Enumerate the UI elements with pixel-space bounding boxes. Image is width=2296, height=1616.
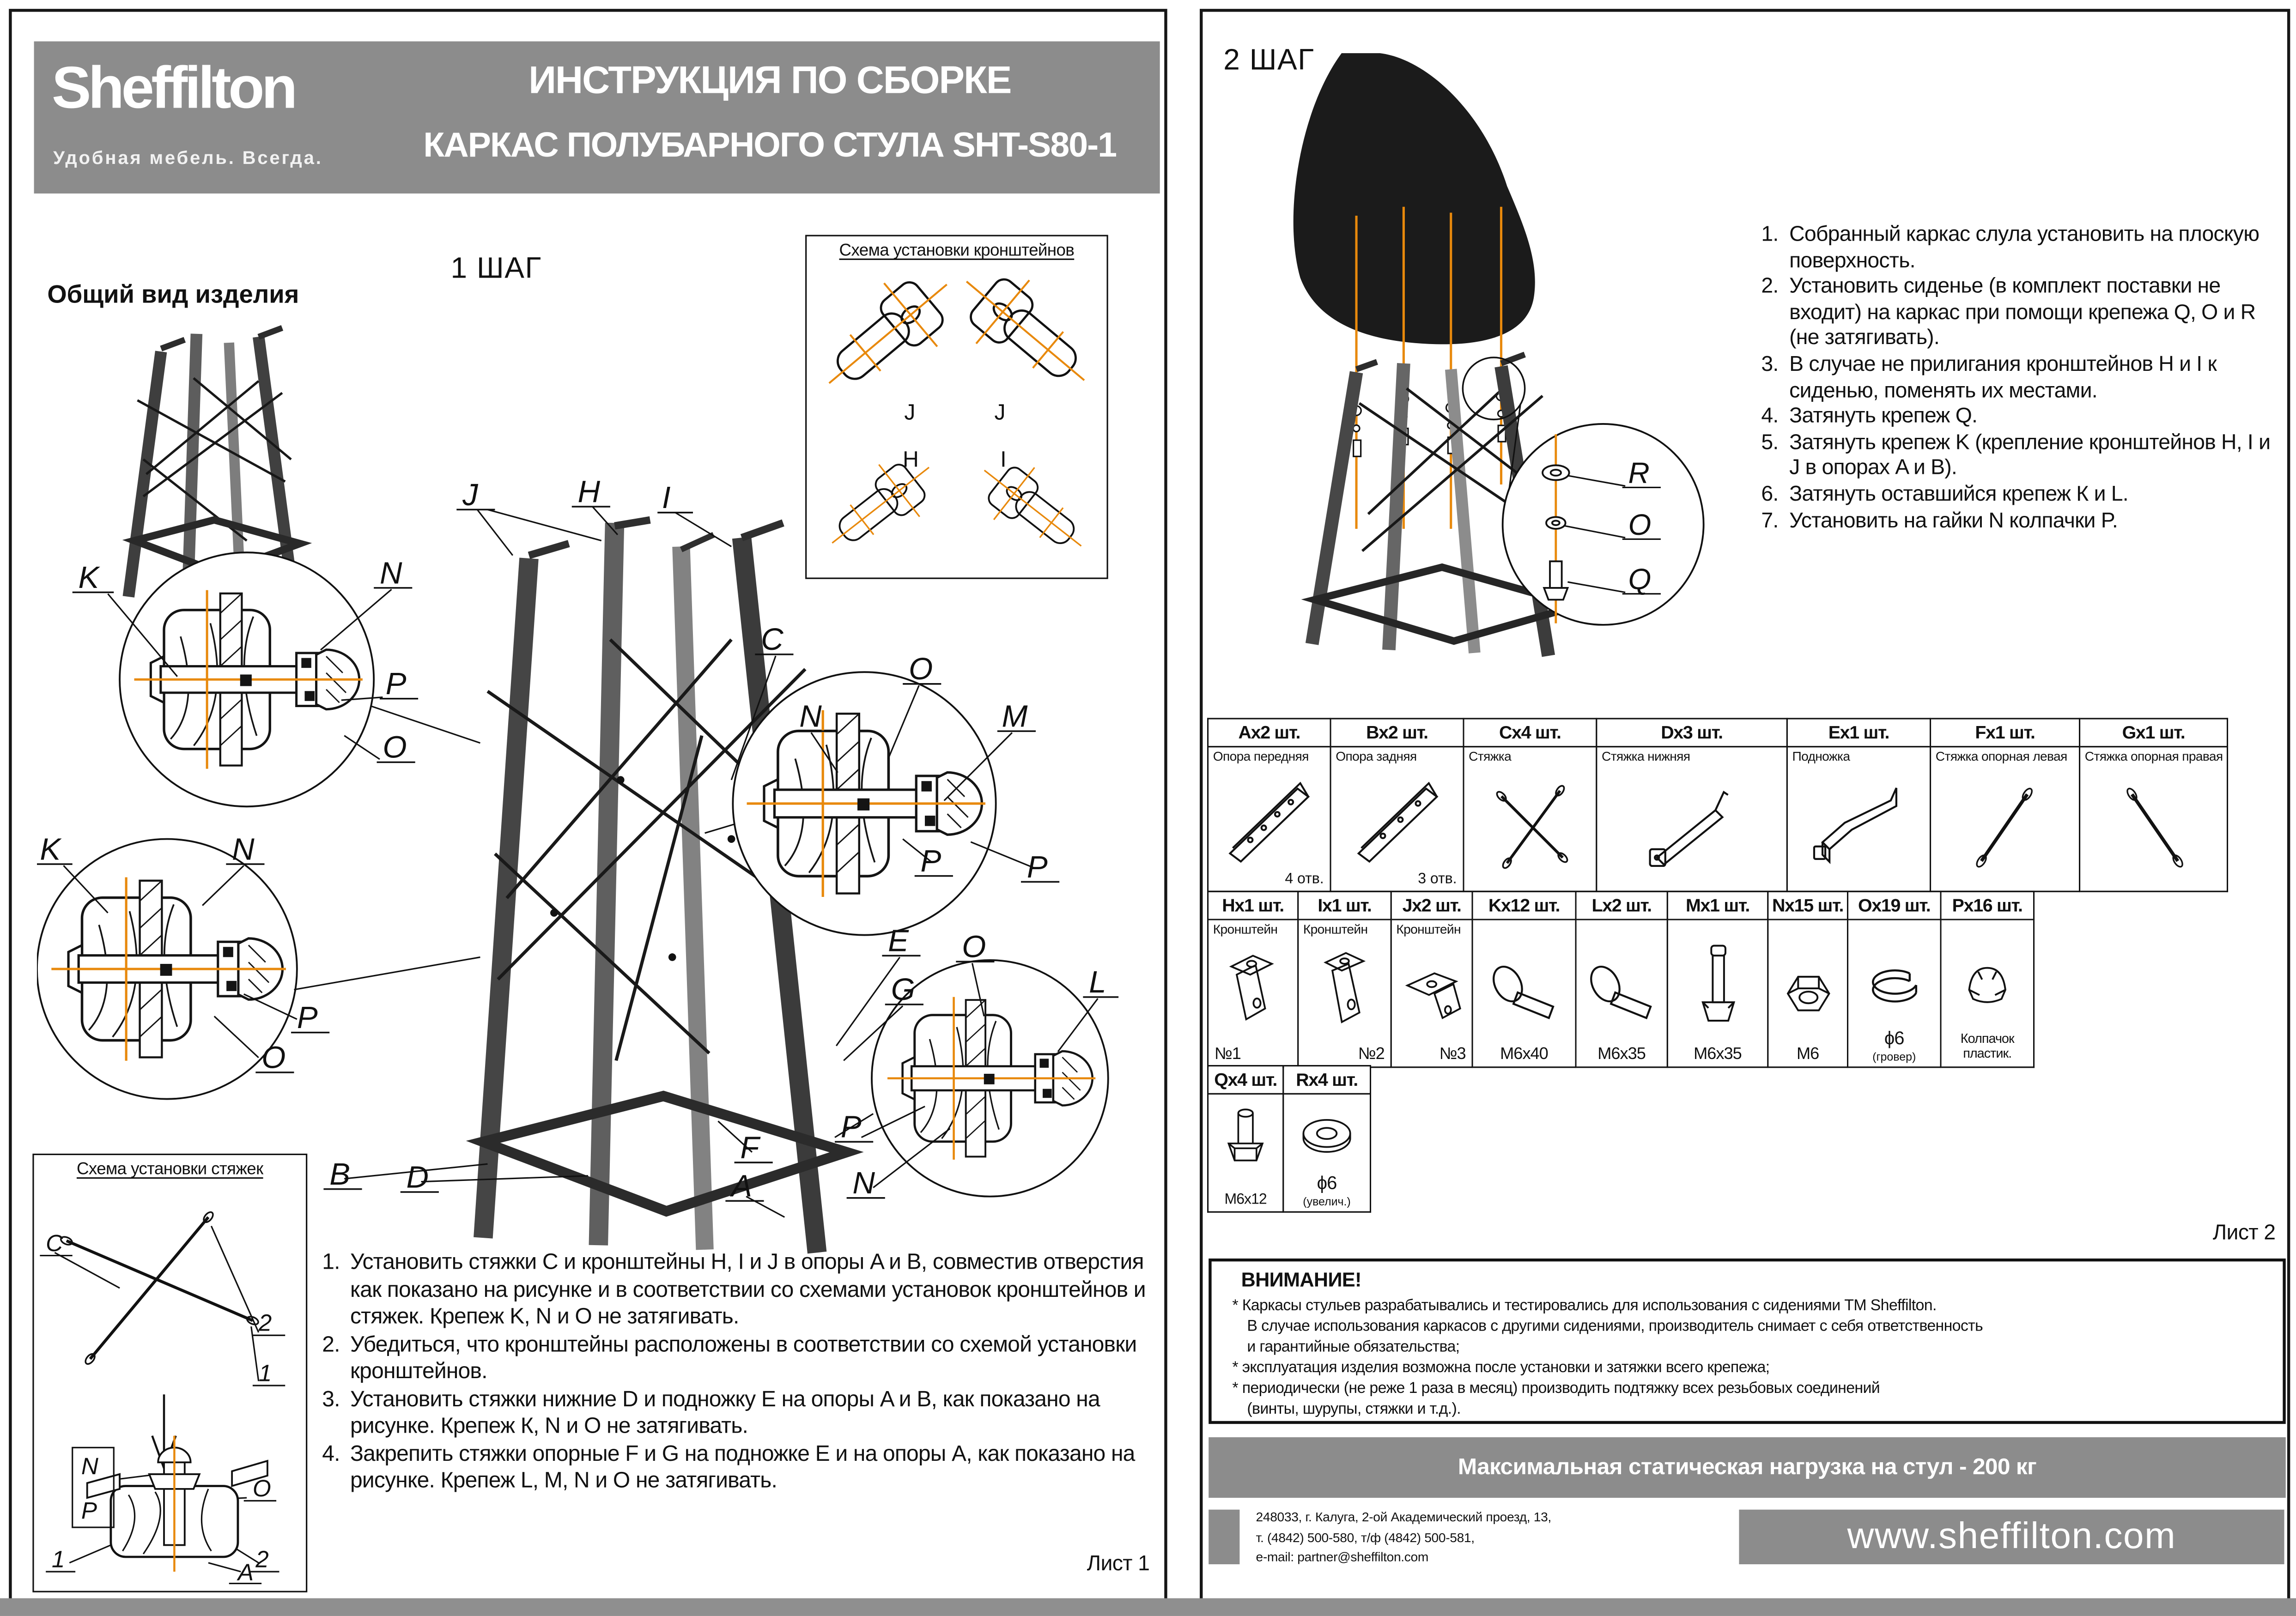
part-qty: Rx4 шт. bbox=[1283, 1066, 1371, 1094]
seat-shape bbox=[1294, 53, 1535, 344]
part-qty: Jx2 шт. bbox=[1391, 891, 1472, 920]
callout-j: J bbox=[462, 477, 478, 512]
callout-f: F bbox=[740, 1130, 759, 1165]
tie-label-2: 2 bbox=[258, 1309, 272, 1336]
callout-o2: O bbox=[261, 1040, 286, 1075]
bracket-label-j1: J bbox=[904, 400, 916, 425]
part-cell: Подножка bbox=[1787, 747, 1930, 891]
part-qty: Px16 шт. bbox=[1941, 891, 2034, 920]
detail-label-o: O bbox=[1628, 508, 1652, 541]
assembly-steps-2 bbox=[1761, 223, 2281, 535]
brand-tagline: Удобная мебель. Всегда. bbox=[53, 147, 323, 169]
sheet-label-2: Лист 2 bbox=[2212, 1221, 2276, 1246]
contact-block bbox=[1256, 1508, 1699, 1568]
tie-label-1: 1 bbox=[258, 1360, 272, 1386]
callout-p1: P bbox=[385, 666, 407, 702]
callout-p4: P bbox=[1027, 849, 1048, 884]
fastener-detail-circle bbox=[1503, 424, 1704, 625]
tie-scheme-box bbox=[32, 1154, 307, 1592]
callout-n2: N bbox=[232, 832, 255, 867]
lower-tie-icon bbox=[1643, 774, 1741, 872]
step-item: 4. Затянуть крепеж Q. bbox=[1761, 405, 1978, 429]
part-cell: Опора передняя 4 отв. bbox=[1208, 747, 1330, 891]
parts-table-row2 bbox=[1207, 891, 2035, 1068]
part-cell: Колпачок пластик. bbox=[1941, 920, 2034, 1067]
part-cell: Стяжка опорная левая bbox=[1931, 747, 2080, 891]
part-cell: Стяжка опорная правая bbox=[2080, 747, 2228, 891]
callout-d: D bbox=[406, 1160, 429, 1195]
callout-o3: O bbox=[908, 652, 933, 687]
long-bolt-icon bbox=[1683, 941, 1751, 1032]
part-cell: Стяжка bbox=[1464, 747, 1597, 891]
plastic-cap-icon bbox=[1950, 950, 2024, 1012]
warning-line: * периодически (не реже 1 раза в месяц) производить подтяжку всех резьбовых соединений bbox=[1232, 1380, 1880, 1398]
tie-icon bbox=[1481, 774, 1579, 872]
warning-box bbox=[1209, 1259, 2286, 1424]
step-item: 4. Закрепить стяжки опорные F и G на подножке E и на опоры A, как показано на рисунке. Крепеж L, M, N и O не затягивать. bbox=[322, 1440, 1135, 1494]
tie-scheme-title: Схема установки стяжек bbox=[76, 1161, 263, 1179]
spring-washer-icon bbox=[1857, 953, 1931, 1015]
tie-scheme-drawing bbox=[34, 1185, 306, 1586]
part-qty: Qx4 шт. bbox=[1208, 1066, 1283, 1094]
left-brace-icon bbox=[1959, 780, 2051, 872]
part-qty: Lx2 шт. bbox=[1576, 891, 1667, 920]
part-qty: Bx2 шт. bbox=[1330, 719, 1464, 747]
footrest-icon bbox=[1810, 774, 1907, 872]
tie-label-b2: 2 bbox=[255, 1546, 269, 1573]
bolt-m6x40-icon bbox=[1484, 956, 1564, 1023]
bracket-label-i: I bbox=[1000, 447, 1007, 472]
website-banner: www.sheffilton.com bbox=[1739, 1510, 2284, 1564]
part-cell: Опора задняя 3 отв. bbox=[1330, 747, 1464, 891]
step-item: 5. Затянуть крепеж K (крепление кронштейнов H, I и J в опорах A и B). bbox=[1761, 431, 2271, 481]
bracket-scheme-title: Схема установки кронштейнов bbox=[839, 242, 1075, 260]
step1-heading: 1 ШАГ bbox=[450, 252, 542, 285]
part-cell: M6x35 bbox=[1667, 920, 1768, 1067]
callout-k1: K bbox=[78, 560, 99, 595]
part-qty: Ax2 шт. bbox=[1208, 719, 1330, 747]
part-qty: Gx1 шт. bbox=[2080, 719, 2228, 747]
warning-title: ВНИМАНИЕ! bbox=[1241, 1269, 1361, 1291]
callout-o4: O bbox=[962, 929, 986, 964]
part-cell: M6x35 bbox=[1576, 920, 1667, 1067]
part-qty: Kx12 шт. bbox=[1472, 891, 1576, 920]
warning-line: (винты, шурупы, стяжки и т.д.). bbox=[1247, 1400, 1461, 1418]
step-item: 2. Установить сиденье (в комплект поставки не входит) на каркас при помощи крепежа Q, O и R (не затягивать). bbox=[1761, 275, 2256, 351]
callout-p3: P bbox=[920, 843, 941, 878]
detail-label-r: R bbox=[1628, 456, 1650, 490]
part-qty: Ex1 шт. bbox=[1787, 719, 1930, 747]
brand-logo: Sheffilton bbox=[51, 56, 295, 121]
contact-email: e-mail: partner@sheffilton.com bbox=[1256, 1549, 1429, 1564]
tie-label-b1: 1 bbox=[51, 1546, 65, 1573]
part-cell: M6x12 bbox=[1208, 1094, 1283, 1212]
callout-g: G bbox=[891, 972, 915, 1007]
callout-c: C bbox=[761, 622, 784, 657]
part-cell: ϕ6 (гровер) bbox=[1847, 920, 1940, 1067]
bracket1-icon bbox=[1221, 944, 1286, 1033]
part-cell: Стяжка нижняя bbox=[1597, 747, 1787, 891]
callout-k2: K bbox=[40, 832, 61, 867]
step-item: 3. Установить стяжки нижние D и подножку E на опоры A и B, как показано на рисунке. Крепеж К, N и O не затягивать. bbox=[322, 1386, 1100, 1439]
callout-l: L bbox=[1089, 965, 1106, 1000]
warning-line: * Каркасы стульев разрабатывались и тестировались для использования с сидениями ТМ Sheffilton. bbox=[1232, 1297, 1937, 1315]
part-cell: M6 bbox=[1768, 920, 1848, 1067]
warning-lines bbox=[1232, 1295, 2274, 1420]
bottom-scan-strip bbox=[0, 1598, 2296, 1616]
part-qty: Hx1 шт. bbox=[1208, 891, 1298, 920]
rear-leg-icon bbox=[1350, 771, 1445, 866]
warning-line: В случае использования каркасов с другими сидениями, производитель снимает с себя ответственность bbox=[1247, 1317, 1983, 1336]
sheet-label-1: Лист 1 bbox=[1087, 1552, 1150, 1576]
front-leg-icon bbox=[1222, 771, 1317, 866]
callout-i: I bbox=[662, 480, 671, 515]
part-qty: Fx1 шт. bbox=[1931, 719, 2080, 747]
callout-a: A bbox=[731, 1168, 752, 1204]
callout-n4: N bbox=[852, 1166, 875, 1201]
part-qty: Ox19 шт. bbox=[1847, 891, 1940, 920]
flat-washer-icon bbox=[1288, 1107, 1365, 1166]
right-brace-icon bbox=[2108, 780, 2199, 872]
stool-photo-drawing bbox=[1253, 42, 1755, 691]
brand-banner bbox=[34, 42, 1160, 194]
tie-label-n: N bbox=[81, 1453, 98, 1479]
callout-o1: O bbox=[383, 730, 407, 765]
contact-phone: т. (4842) 500-580, т/ф (4842) 500-581, bbox=[1256, 1529, 1475, 1544]
tie-label-a: A bbox=[237, 1559, 254, 1586]
part-qty: Mx1 шт. bbox=[1667, 891, 1768, 920]
bolt-m6x12-icon bbox=[1212, 1103, 1280, 1171]
step-item: 1. Установить стяжки C и кронштейны H, I и J в опоры A и B, совместив отверстия как показано на рисунке и в соответствии со схемами установок кронштейнов и стяжек. Крепеж K, N и O не затягивать. bbox=[322, 1249, 1146, 1330]
page1-panel bbox=[9, 9, 1167, 1607]
step2-heading: 2 ШАГ bbox=[1223, 44, 1315, 77]
load-banner: Максимальная статическая нагрузка на стул - 200 кг bbox=[1209, 1437, 2286, 1498]
assembly-steps-1 bbox=[322, 1250, 1149, 1496]
step-item: 6. Затянуть оставшийся крепеж К и L. bbox=[1761, 483, 2128, 507]
part-cell: Кронштейн №1 bbox=[1208, 920, 1298, 1067]
step-item: 1. Собранный каркас слула установить на плоскую поверхность. bbox=[1761, 223, 2260, 273]
bracket-label-h: H bbox=[903, 447, 919, 472]
warning-line: * эксплуатация изделия возможна после установки и затяжки всего крепежа; bbox=[1232, 1359, 1770, 1377]
bolt-m6x35-icon bbox=[1582, 956, 1662, 1023]
tie-label-o: O bbox=[252, 1475, 271, 1501]
overview-heading: Общий вид изделия bbox=[47, 280, 299, 309]
part-qty: Ix1 шт. bbox=[1298, 891, 1391, 920]
callout-m: M bbox=[1002, 699, 1028, 734]
contact-address: 248033, г. Калуга, 2-ой Академический проезд, 13, bbox=[1256, 1509, 1551, 1525]
tie-label-p: P bbox=[81, 1497, 97, 1524]
contact-accent-square bbox=[1209, 1510, 1239, 1564]
callout-p5: P bbox=[840, 1109, 862, 1144]
step-item: 2. Убедиться, что кронштейны расположены в соответствии со схемой установки кронштейнов. bbox=[322, 1332, 1137, 1384]
detail-label-q: Q bbox=[1628, 563, 1652, 596]
bracket2-icon bbox=[1312, 944, 1377, 1033]
step-item: 7. Установить на гайки N колпачки P. bbox=[1761, 508, 2118, 533]
bracket-label-j2: J bbox=[994, 400, 1006, 425]
doc-title-line2: КАРКАС ПОЛУБАРНОГО СТУЛА SHT-S80-1 bbox=[423, 125, 1117, 164]
tie-label-c: C bbox=[46, 1229, 63, 1256]
doc-title-line1: ИНСТРУКЦИЯ ПО СБОРКЕ bbox=[528, 57, 1011, 102]
page2-panel bbox=[1200, 9, 2290, 1607]
bracket3-icon bbox=[1399, 944, 1464, 1033]
part-cell: ϕ6 (увелич.) bbox=[1283, 1094, 1371, 1212]
callout-e: E bbox=[888, 923, 909, 958]
callout-h: H bbox=[577, 474, 601, 509]
part-cell: Кронштейн №3 bbox=[1391, 920, 1472, 1067]
callout-n1: N bbox=[379, 556, 402, 591]
parts-table-row1 bbox=[1207, 718, 2228, 892]
nut-icon bbox=[1771, 959, 1845, 1021]
parts-table-row3 bbox=[1207, 1065, 1371, 1213]
callout-b: B bbox=[329, 1157, 351, 1192]
callout-p2: P bbox=[297, 1000, 318, 1035]
part-cell: Кронштейн №2 bbox=[1298, 920, 1391, 1067]
part-qty: Cx4 шт. bbox=[1464, 719, 1597, 747]
warning-line: и гарантийные обязательства; bbox=[1247, 1338, 1460, 1356]
part-qty: Nx15 шт. bbox=[1768, 891, 1848, 920]
doc-titles bbox=[386, 42, 1154, 194]
part-cell: M6x40 bbox=[1472, 920, 1576, 1067]
callout-n3: N bbox=[799, 699, 822, 734]
part-qty: Dx3 шт. bbox=[1597, 719, 1787, 747]
step-item: 3. В случае не прилигания кронштейнов H и I к сиденью, поменять их местами. bbox=[1761, 353, 2217, 403]
